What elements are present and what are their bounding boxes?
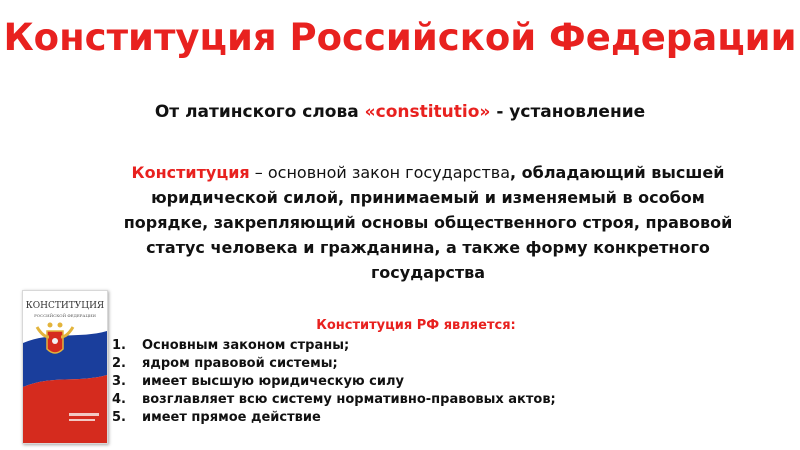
list-item (112, 355, 556, 373)
definition-term: Конституция (131, 163, 250, 182)
book-title: КОНСТИТУЦИЯ (25, 301, 105, 311)
definition-paragraph (108, 160, 748, 285)
etymology-suffix: - установление (490, 102, 646, 122)
list-item-number: 5. (112, 410, 126, 425)
list-item-number: 1. (112, 338, 126, 353)
constitution-book-cover (22, 290, 108, 444)
characteristics-list (112, 337, 556, 427)
flag-red-band (23, 375, 107, 443)
book-subtitle: РОССИЙСКОЙ ФЕДЕРАЦИИ (34, 313, 96, 318)
list-item-text: имеет высшую юридическую силу (142, 374, 404, 389)
list-item (112, 373, 556, 391)
list-item-text: возглавляет всю систему нормативно-правовых актов; (142, 392, 556, 407)
latin-word: «constitutio» (364, 102, 491, 122)
definition-lead: – основной закон государства (249, 163, 511, 182)
list-item-number: 3. (112, 374, 126, 389)
book-label-line (69, 419, 95, 421)
etymology-line (0, 102, 800, 122)
etymology-prefix: От латинского слова (154, 102, 365, 122)
list-item-text: имеет прямое действие (142, 410, 321, 425)
slide-title: Конституция Российской Федерации (3, 16, 797, 59)
list-item-number: 4. (112, 392, 126, 407)
list-item-text: Основным законом страны; (142, 338, 350, 353)
book-label-line (69, 413, 99, 416)
list-item (112, 337, 556, 355)
list-item-number: 2. (112, 356, 126, 371)
list-heading: Конституция РФ является: (316, 318, 516, 333)
list-item (112, 391, 556, 409)
list-item-text: ядром правовой системы; (142, 356, 338, 371)
list-item (112, 409, 556, 427)
definition-body: , обладающий высшей юридической силой, принимаемый и изменяемый в особом порядке, закрепляющий основы общественного строя, правовой статус человека и гражданина, а также форму конкретного государства (123, 163, 733, 282)
book-cover-graphic (23, 291, 107, 443)
